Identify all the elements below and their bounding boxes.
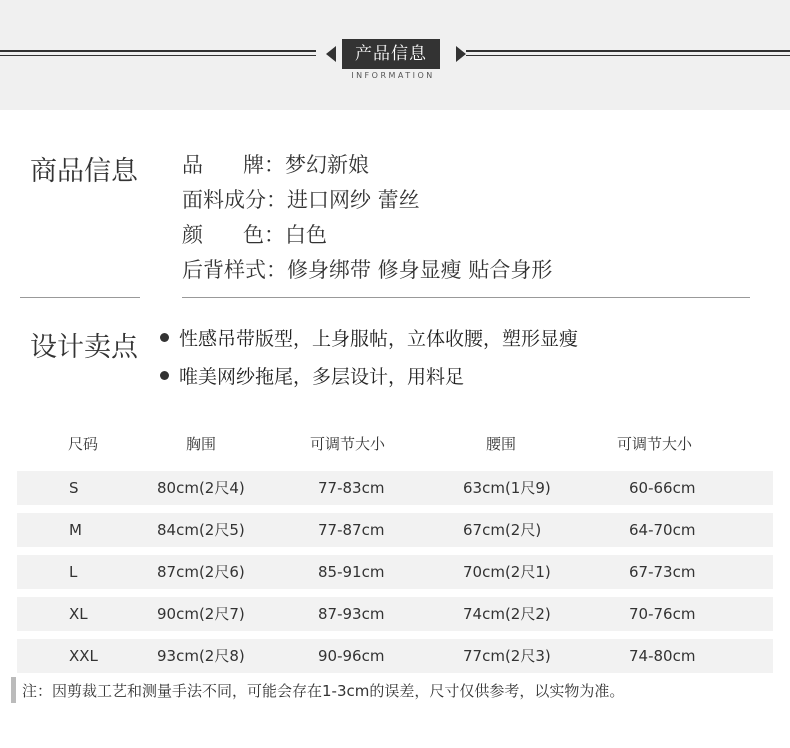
banner-subtitle: INFORMATION xyxy=(351,71,435,80)
cell-bust-adjust: 87-93cm xyxy=(318,605,385,623)
cell-bust: 90cm(2尺7) xyxy=(157,605,245,623)
product-info-title: 商品信息 xyxy=(30,156,138,187)
cell-size: XXL xyxy=(69,647,98,665)
cell-waist: 63cm(1尺9) xyxy=(463,479,551,497)
cell-waist-adjust: 60-66cm xyxy=(629,479,696,497)
measurement-note: 注：因剪裁工艺和测量手法不同，可能会存在1-3cm的误差，尺寸仅供参考，以实物为准。 xyxy=(22,682,625,700)
info-banner xyxy=(0,0,790,110)
info-row-brand: 品 牌：梦幻新娘 xyxy=(182,153,370,177)
cell-bust-adjust: 90-96cm xyxy=(318,647,385,665)
divider-left xyxy=(20,297,140,298)
cell-bust: 87cm(2尺6) xyxy=(157,563,245,581)
cell-waist: 77cm(2尺3) xyxy=(463,647,551,665)
header-bust: 胸围 xyxy=(186,435,217,453)
design-point-text: 性感吊带版型，上身服帖，立体收腰，塑形显瘦 xyxy=(179,328,579,350)
cell-waist-adjust: 67-73cm xyxy=(629,563,696,581)
info-row-back-style: 后背样式：修身绑带 修身显瘦 贴合身形 xyxy=(182,258,553,282)
header-waist-adjust: 可调节大小 xyxy=(617,435,693,453)
banner-line-left xyxy=(0,50,316,56)
cell-bust: 93cm(2尺8) xyxy=(157,647,245,665)
cell-waist-adjust: 74-80cm xyxy=(629,647,696,665)
ribbon-tail-left xyxy=(326,46,336,62)
design-point xyxy=(160,324,578,351)
header-waist: 腰围 xyxy=(486,435,517,453)
info-row-fabric: 面料成分：进口网纱 蕾丝 xyxy=(182,188,420,212)
size-table-header xyxy=(0,432,790,456)
header-size: 尺码 xyxy=(68,435,99,453)
banner-title: 产品信息 xyxy=(342,39,440,69)
table-row xyxy=(17,639,773,673)
cell-bust: 84cm(2尺5) xyxy=(157,521,245,539)
info-row-color: 颜 色：白色 xyxy=(182,223,328,247)
cell-waist: 70cm(2尺1) xyxy=(463,563,551,581)
divider-right xyxy=(182,297,750,298)
table-row xyxy=(17,513,773,547)
design-point-text: 唯美网纱拖尾，多层设计，用料足 xyxy=(179,366,465,388)
table-row xyxy=(17,471,773,505)
cell-size: L xyxy=(69,563,78,581)
cell-waist-adjust: 70-76cm xyxy=(629,605,696,623)
cell-size: XL xyxy=(69,605,88,623)
bullet-dot-icon xyxy=(160,371,169,380)
cell-bust: 80cm(2尺4) xyxy=(157,479,245,497)
design-point xyxy=(160,362,464,389)
table-row xyxy=(17,597,773,631)
banner-line-right xyxy=(466,50,790,56)
design-title: 设计卖点 xyxy=(30,332,138,363)
bullet-dot-icon xyxy=(160,333,169,342)
cell-bust-adjust: 77-87cm xyxy=(318,521,385,539)
note-marker xyxy=(11,677,16,703)
cell-waist: 67cm(2尺) xyxy=(463,521,542,539)
cell-waist-adjust: 64-70cm xyxy=(629,521,696,539)
cell-size: M xyxy=(69,521,82,539)
cell-waist: 74cm(2尺2) xyxy=(463,605,551,623)
cell-size: S xyxy=(69,479,79,497)
header-bust-adjust: 可调节大小 xyxy=(310,435,386,453)
cell-bust-adjust: 85-91cm xyxy=(318,563,385,581)
cell-bust-adjust: 77-83cm xyxy=(318,479,385,497)
ribbon-tail-right xyxy=(456,46,466,62)
table-row xyxy=(17,555,773,589)
